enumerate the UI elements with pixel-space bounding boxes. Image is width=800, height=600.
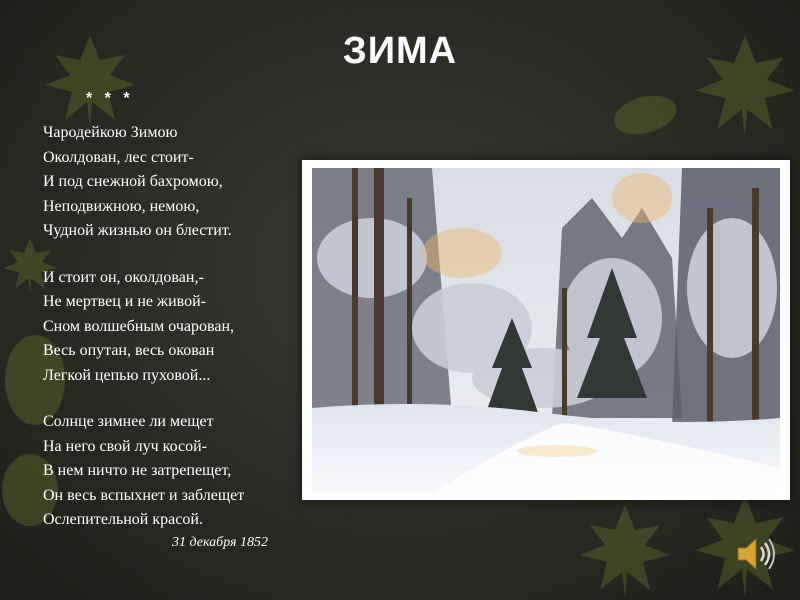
poem-line: В нем ничто не затрепещет,: [43, 462, 232, 479]
poem-line: Чародейкою Зимою: [43, 124, 178, 141]
poem-line: Сном волшебным очарован,: [43, 317, 235, 335]
photo-frame: [302, 160, 790, 500]
poem-line: Околдован, лес стоит-: [43, 148, 194, 166]
poem-line: Легкой цепью пуховой...: [43, 366, 211, 384]
speaker-icon[interactable]: [732, 532, 776, 576]
stanza-1: [43, 121, 303, 244]
poem-line: На него свой луч косой-: [43, 437, 207, 455]
poem-line: Неподвижною, немою,: [43, 197, 200, 215]
poem-line: Весь опутан, весь окован: [43, 342, 215, 359]
poem-line: Не мертвец и не живой-: [43, 293, 206, 310]
winter-forest-photo: [312, 168, 780, 493]
poem-date: 31 декабря 1852: [172, 535, 269, 550]
oak-leaf-icon: [610, 85, 680, 145]
stanza-2: [43, 266, 303, 389]
poem-line: И под снежной бахромою,: [43, 173, 223, 190]
poem-line: Солнце зимнее ли мещет: [43, 413, 214, 430]
winter-forest-illustration: [312, 168, 780, 493]
poem: [43, 121, 303, 555]
poem-line: Ослепительной красой.: [43, 511, 203, 528]
poem-line: Он весь вспыхнет и заблещет: [43, 486, 245, 504]
poem-line: Чудной жизнью он блестит.: [43, 222, 232, 239]
stanza-3: [43, 410, 303, 533]
maple-leaf-icon: [570, 500, 680, 600]
poem-line: И стоит он, околдован,-: [43, 268, 204, 286]
ornament-stars: * * *: [86, 90, 134, 107]
slide-title: ЗИМА: [342, 30, 458, 72]
